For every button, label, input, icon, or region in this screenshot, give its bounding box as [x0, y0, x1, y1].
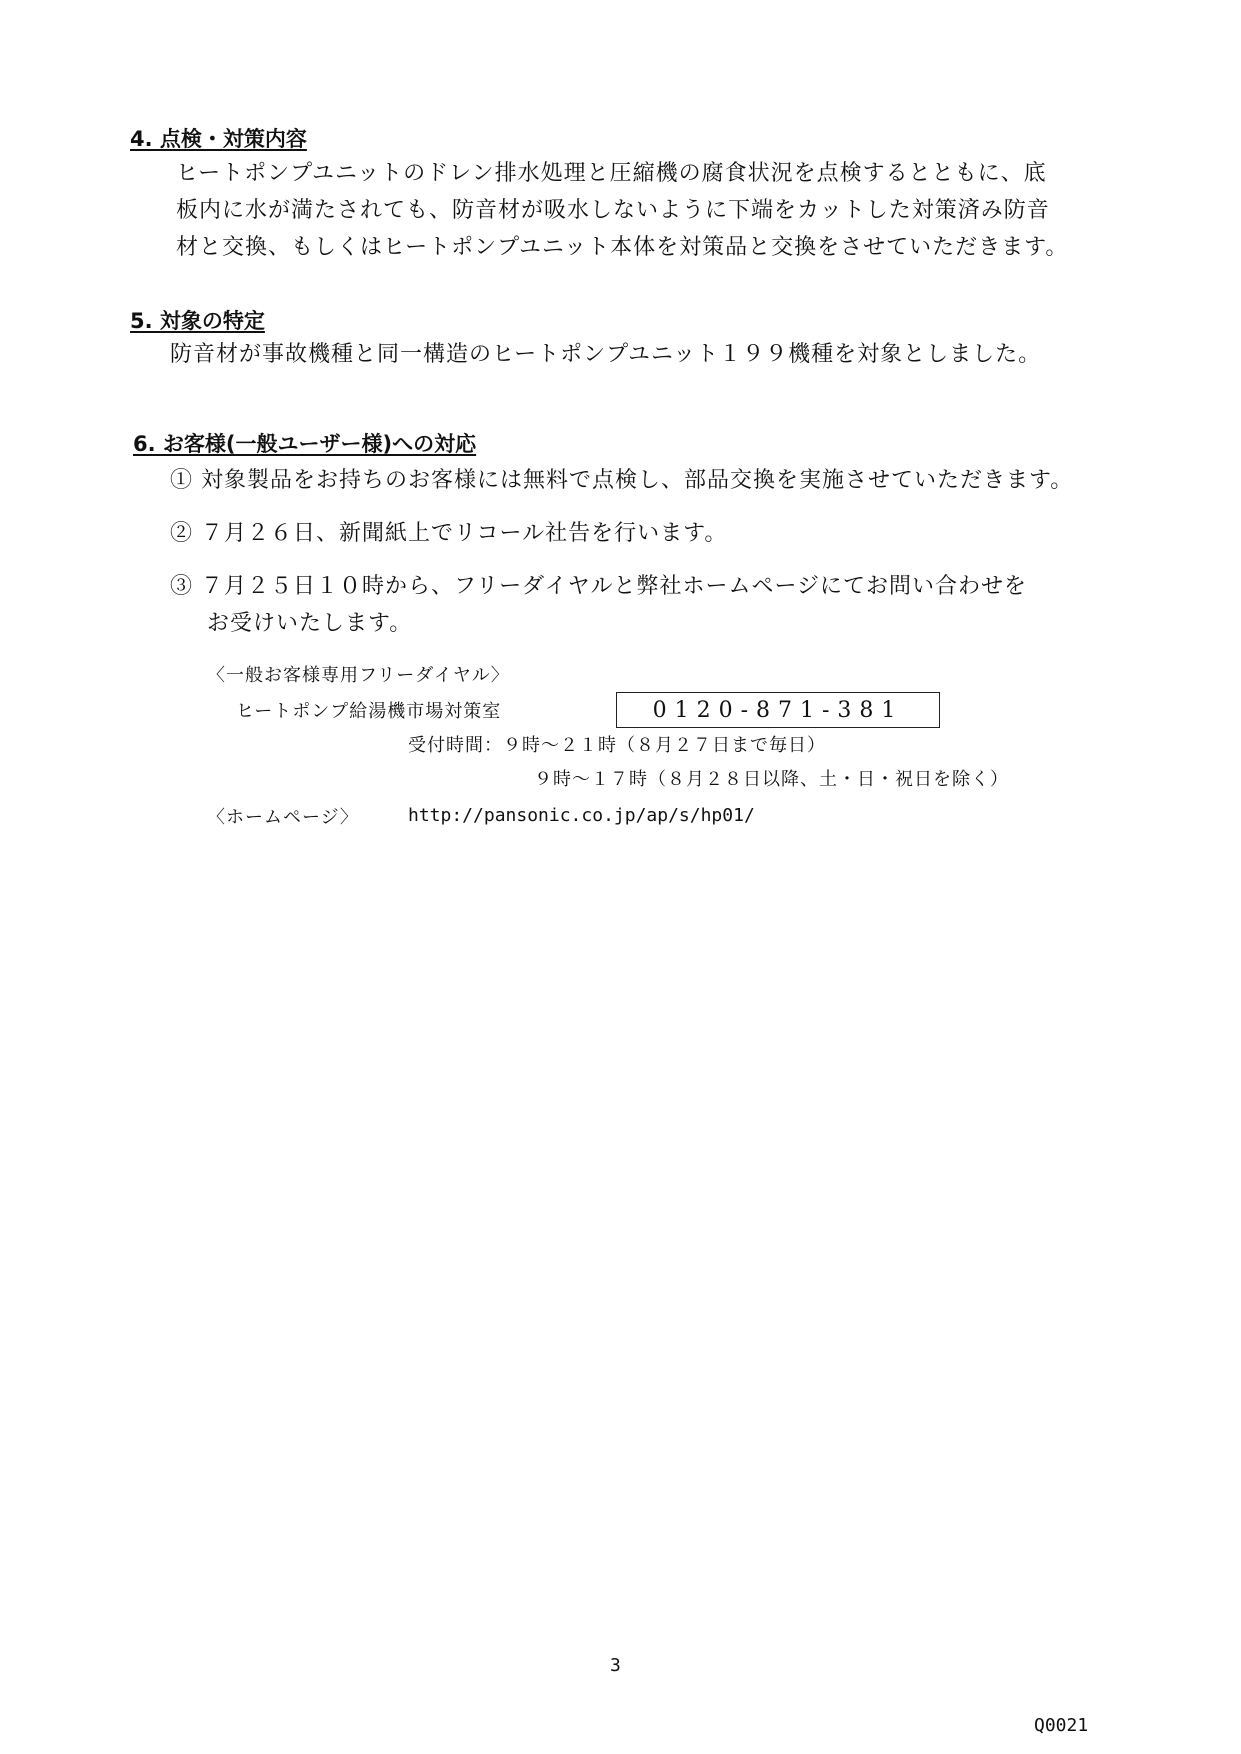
phone-number-box: [616, 692, 940, 728]
freedial-label: 〈一般お客様専用フリーダイヤル〉: [207, 665, 510, 686]
section-5-body: 防音材が事故機種と同一構造のヒートポンプユニット１９９機種を対象としました。: [170, 342, 1042, 367]
section-4-line: ヒートポンプユニットのドレン排水処理と圧縮機の腐食状況を点検するとともに、底: [176, 161, 1047, 186]
section-5-heading: 5. 対象の特定: [130, 309, 265, 333]
section-4-heading: 4. 点検・対策内容: [130, 127, 307, 151]
homepage-label: 〈ホームページ〉: [207, 807, 359, 828]
document-code: Q0021: [1034, 1715, 1089, 1736]
section-6-item-3-cont: お受けいたします。: [207, 611, 413, 636]
section-6-item-2: ② ７月２６日、新聞紙上でリコール社告を行います。: [170, 521, 728, 546]
section-4-body: [176, 155, 1068, 266]
phone-number: 0120-871-381: [652, 697, 904, 723]
reception-hours-2: ９時～１７時（８月２８日以降、土・日・祝日を除く）: [534, 769, 1009, 790]
section-4-line: 材と交換、もしくはヒートポンプユニット本体を対策品と交換をさせていただきます。: [176, 235, 1069, 260]
section-6-item-3: ③ ７月２５日１０時から、フリーダイヤルと弊社ホームページにてお問い合わせを: [170, 574, 1028, 599]
reception-hours-1: 受付時間：９時～２１時（８月２７日まで毎日）: [408, 735, 826, 756]
office-name: ヒートポンプ給湯機市場対策室: [236, 701, 502, 722]
section-4-line: 板内に水が満たされても、防音材が吸水しないように下端をカットした対策済み防音: [176, 198, 1050, 223]
section-6-heading: 6. お客様(一般ユーザー様)への対応: [133, 432, 477, 456]
homepage-url[interactable]: http://pansonic.co.jp/ap/s/hp01/: [408, 805, 755, 826]
page-number: 3: [610, 1655, 621, 1676]
section-6-item-1: ① 対象製品をお持ちのお客様には無料で点検し、部品交換を実施させていただきます。: [170, 468, 1074, 493]
